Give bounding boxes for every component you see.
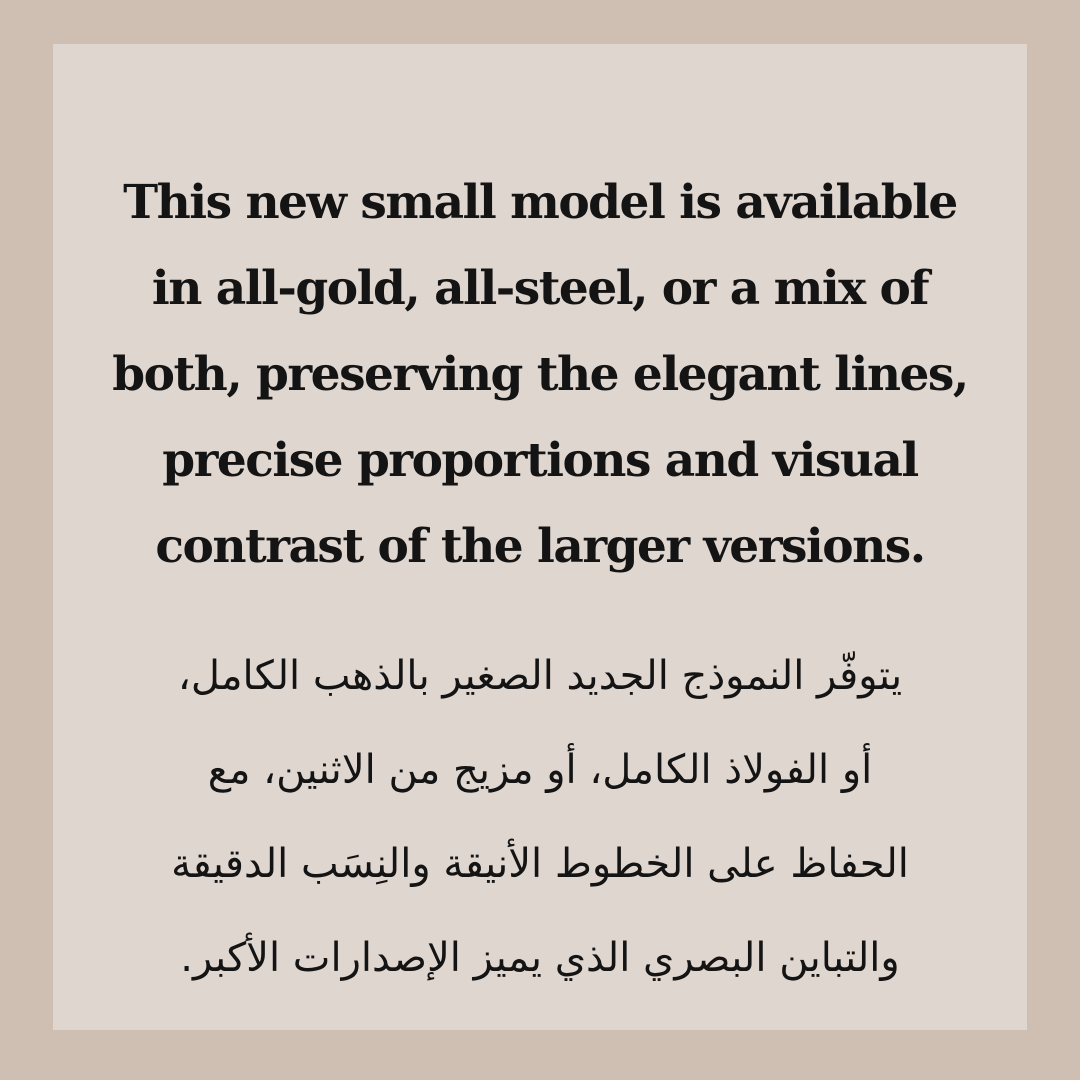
arabic-line-4: والتباين البصري الذي يميز الإصدارات الأكبر. <box>180 935 900 981</box>
arabic-paragraph <box>73 629 1007 1005</box>
english-line-1: This new small model is available <box>123 175 957 230</box>
english-paragraph <box>73 160 1007 590</box>
arabic-line-3: الحفاظ على الخطوط الأنيقة والنِسَب الدقيقة <box>171 841 909 887</box>
english-line-5: contrast of the larger versions. <box>155 519 925 574</box>
english-line-2: in all-gold, all-steel, or a mix of <box>151 261 929 316</box>
english-line-3: both, preserving the elegant lines, <box>112 347 968 402</box>
arabic-line-1: يتوفّر النموذج الجديد الصغير بالذهب الكامل، <box>177 653 903 699</box>
english-line-4: precise proportions and visual <box>162 433 918 488</box>
arabic-line-2: أو الفولاذ الكامل، أو مزيج من الاثنين، مع <box>207 747 873 793</box>
text-card <box>53 44 1027 1030</box>
